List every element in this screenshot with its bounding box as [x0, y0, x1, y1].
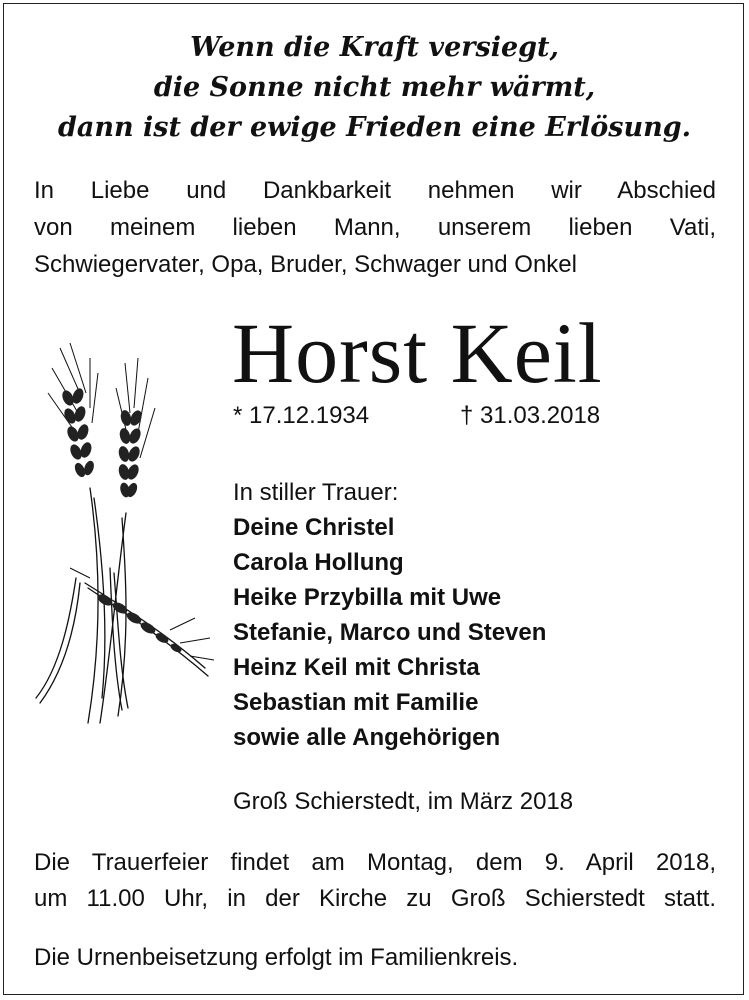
mourner: Stefanie, Marco und Steven: [233, 619, 547, 646]
deceased-name: Horst Keil: [232, 305, 603, 401]
intro-line: von meinem lieben Mann, unserem lieben Vati,: [34, 214, 716, 241]
poem-line: dann ist der ewige Frieden eine Erlösung.: [57, 112, 692, 143]
service-info: [34, 845, 716, 917]
mourner: sowie alle Angehörigen: [233, 724, 501, 751]
service-line: um 11.00 Uhr, in der Kirche zu Groß Schierstedt statt.: [34, 885, 716, 912]
life-dates: [233, 400, 601, 432]
mourner: Heinz Keil mit Christa: [233, 654, 480, 681]
mourner: Heike Przybilla mit Uwe: [233, 584, 502, 611]
poem-line: die Sonne nicht mehr wärmt,: [153, 72, 596, 103]
poem: [0, 28, 749, 148]
mourners-lead: In stiller Trauer:: [233, 479, 399, 506]
service-line: Die Trauerfeier findet am Montag, dem 9. April 2018,: [34, 849, 716, 876]
mourner: Carola Hollung: [233, 549, 404, 576]
mourner: Sebastian mit Familie: [233, 689, 479, 716]
mourner: Deine Christel: [233, 514, 395, 541]
death-date: † 31.03.2018: [460, 402, 601, 429]
intro-line: Schwiegervater, Opa, Bruder, Schwager und Onkel: [34, 251, 577, 278]
birth-date: * 17.12.1934: [233, 402, 370, 429]
urn-info: Die Urnenbeisetzung erfolgt im Familienkreis.: [34, 944, 519, 971]
intro-text: [34, 172, 716, 283]
poem-line: Wenn die Kraft versiegt,: [190, 32, 559, 63]
mourners-list: [233, 475, 546, 755]
intro-line: In Liebe und Dankbarkeit nehmen wir Abschied: [34, 177, 716, 204]
place-date: Groß Schierstedt, im März 2018: [233, 788, 574, 815]
wheat-ears-icon: [30, 338, 215, 728]
